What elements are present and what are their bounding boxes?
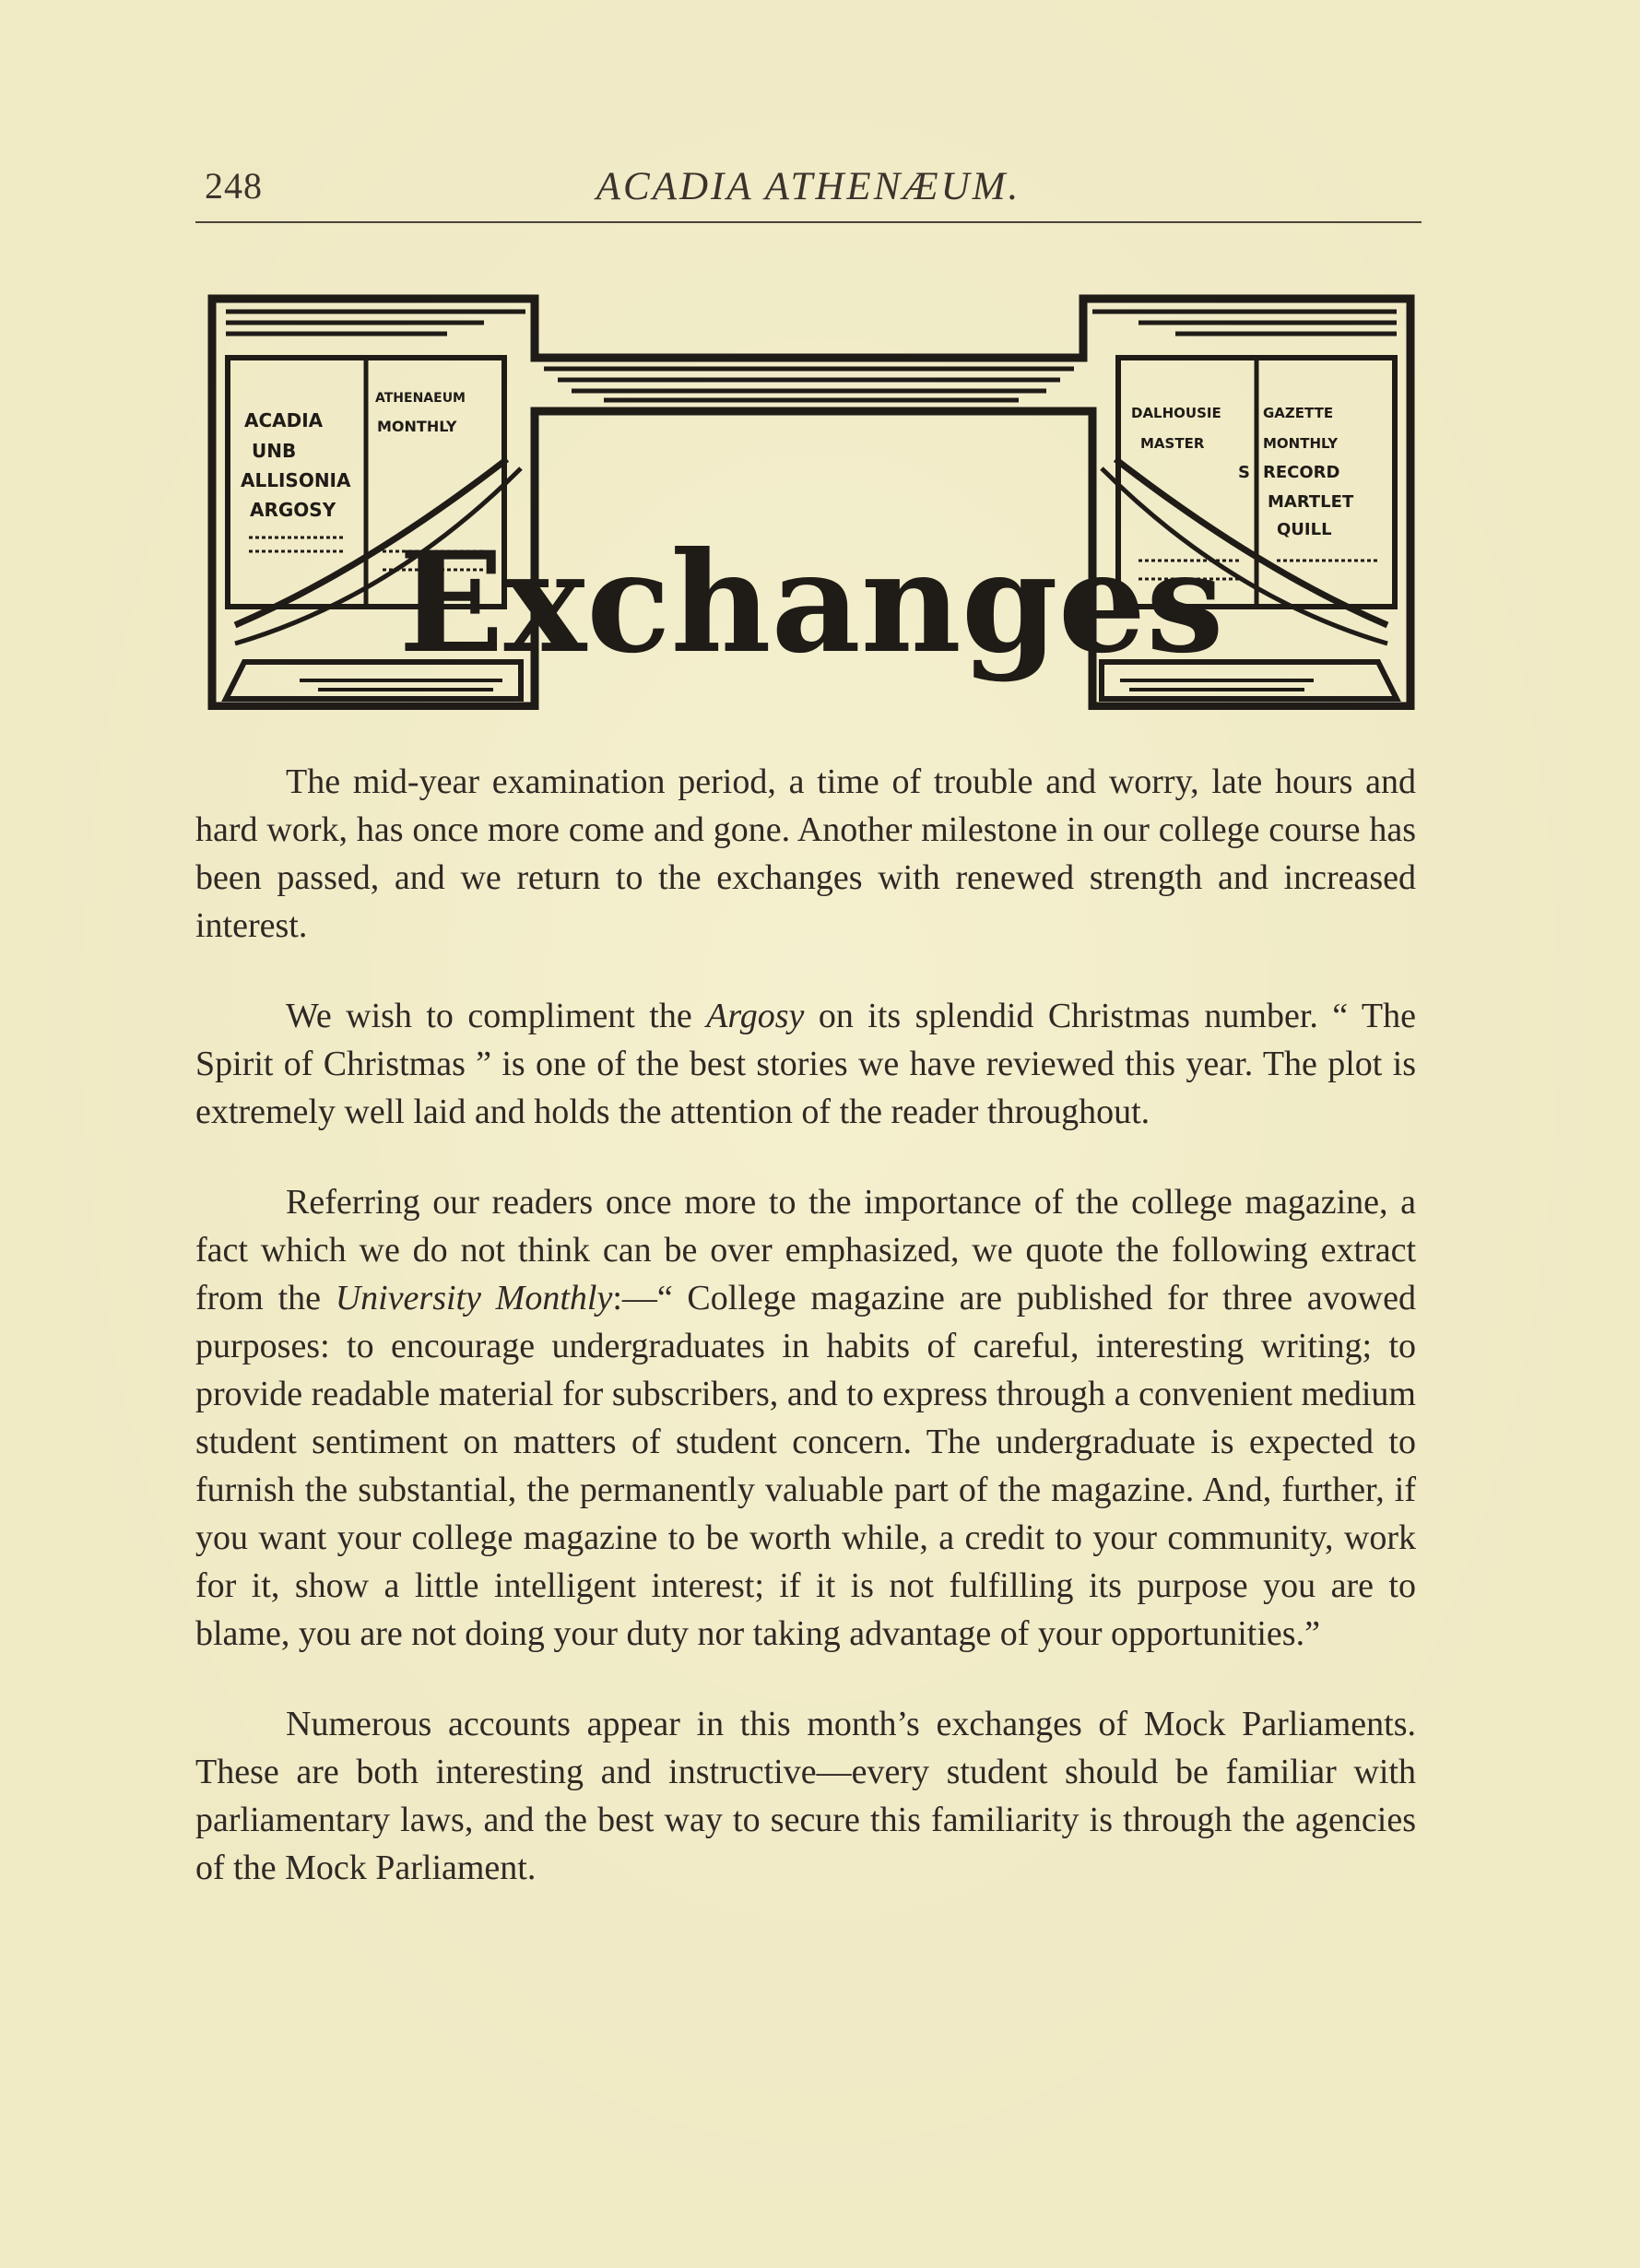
paragraph-1 (195, 758, 1416, 950)
banner-illustration (207, 293, 1415, 710)
svg-text:DALHOUSIE: DALHOUSIE (1131, 405, 1221, 421)
paragraph-4 (195, 1700, 1416, 1892)
svg-text:RECORD: RECORD (1263, 463, 1340, 482)
article-body (195, 758, 1416, 1892)
svg-text:S: S (1238, 463, 1250, 482)
periodical-name-argosy: Argosy (706, 997, 805, 1035)
svg-text:GAZETTE: GAZETTE (1263, 405, 1334, 421)
page-number: 248 (205, 165, 263, 207)
paragraph-2 (195, 992, 1416, 1136)
exchanges-banner (207, 293, 1415, 710)
svg-text:MONTHLY: MONTHLY (377, 418, 457, 435)
header-rule (195, 221, 1422, 223)
paragraph-3-text-b: :—“ College magazine are published for three avowed purposes: to encourage undergraduates in habits of careful, interesting writing; to provide readable material for subscribers, and to express through a convenient medium student sentiment on matters of student concern. The undergraduate is expected to furnish the substantial, the permanently valuable part of the magazine. And, further, if you want your college magazine to be worth while, a credit to your community, work for it, show a little intelligent interest; if it is not fulfilling its purpose you are to blame, you are not doing your duty nor taking advantage of your opportunities.” (195, 1279, 1416, 1653)
svg-text:MARTLET: MARTLET (1268, 492, 1354, 512)
svg-text:ACADIA: ACADIA (244, 409, 324, 431)
banner-title: Exchanges (398, 522, 1224, 684)
svg-text:MASTER: MASTER (1140, 435, 1205, 452)
svg-text:ARGOSY: ARGOSY (250, 499, 336, 521)
paragraph-2-text-b: on its splendid Christmas number. “ The Spirit of Christmas ” is one of the best stories we have reviewed this year. The plot is extremely well laid and holds the attention of the reader throughout. (195, 997, 1417, 1131)
paragraph-2-text-a: We wish to compliment the (286, 997, 707, 1035)
paragraph-3 (195, 1178, 1416, 1658)
svg-text:ATHENAEUM: ATHENAEUM (375, 391, 466, 406)
svg-text:ALLISONIA: ALLISONIA (241, 469, 351, 491)
page-header (195, 157, 1422, 221)
running-title: ACADIA ATHENÆUM. (596, 165, 1021, 208)
svg-text:UNB: UNB (252, 440, 297, 462)
paragraph-1-text: The mid-year examination period, a time of trouble and worry, late hours and hard work, has once more come and gone. Another milestone in our college course has been passed, and we return to the exchanges with renewed strength and increased interest. (195, 762, 1416, 945)
svg-text:MONTHLY: MONTHLY (1263, 435, 1339, 452)
paragraph-4-text: Numerous accounts appear in this month’s exchanges of Mock Parliaments. These are both interesting and instructive—every student should be familiar with parliamentary laws, and the best way to secure this familiarity is through the agencies of the Mock Parliament. (195, 1705, 1416, 1887)
svg-text:QUILL: QUILL (1277, 520, 1332, 539)
periodical-name-university-monthly: University Monthly (335, 1279, 613, 1317)
paragraph-3-text-a: Referring our readers once more to the importance of the college magazine, a fact which we do not think can be over emphasized, we quote the following extract from the (195, 1183, 1416, 1317)
